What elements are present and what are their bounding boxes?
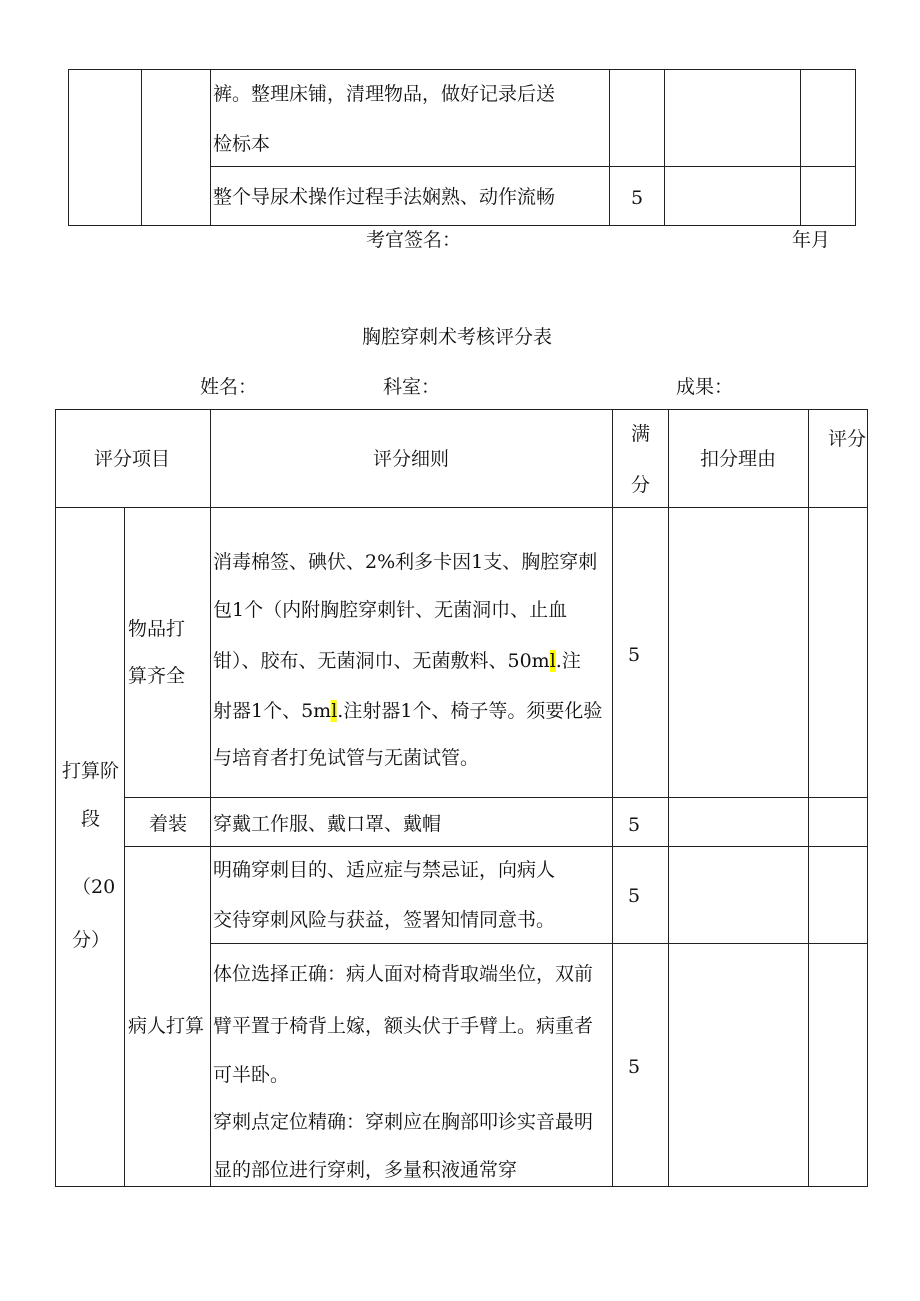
row1-detail-5: 与培育者打免试管与无菌试管。: [213, 747, 480, 769]
row2-sub: 着装: [149, 813, 188, 835]
row4-score: 5: [628, 1056, 641, 1078]
highlight-mark: l: [549, 650, 556, 672]
row1-sub-2: 算齐全: [128, 665, 186, 687]
row3-score: 5: [628, 885, 641, 907]
row3-detail-1: 明确穿刺目的、适应症与禁忌证，向病人: [213, 859, 556, 881]
row1-sub-1: 物品打: [128, 618, 186, 640]
name-label: 姓名：: [200, 376, 258, 398]
stage-label-2: 段: [81, 808, 101, 830]
row4-sub: 病人打算: [128, 1015, 205, 1037]
row1-detail-3: 钳）、胶布、无菌洞巾、无菌敷料、50ml.注: [213, 650, 581, 672]
row4-detail-4: 穿刺点定位精确：穿刺应在胸部叩诊实音最明: [213, 1111, 594, 1133]
header-full-score-1: 满: [631, 423, 651, 445]
highlight-mark: l: [331, 700, 338, 722]
department-label: 科室：: [383, 376, 441, 398]
row2-score: 5: [628, 814, 641, 836]
top-row2-score: 5: [631, 187, 644, 209]
date-label: 年月: [792, 229, 831, 251]
row1-score: 5: [628, 644, 641, 666]
row1-detail-1: 消毒棉签、碘伏、2%利多卡因1支、胸腔穿刺: [213, 551, 598, 573]
header-detail: 评分细则: [373, 448, 450, 470]
top-row2-text: 整个导尿术操作过程手法娴熟、动作流畅: [213, 186, 556, 208]
row4-detail-2: 臂平置于椅背上嫁，额头伏于手臂上。病重者: [213, 1015, 594, 1037]
row1-detail-4: 射器1个、5ml.注射器1个、椅子等。须要化验: [213, 700, 603, 722]
header-item: 评分项目: [94, 448, 171, 470]
header-deduct-reason: 扣分理由: [700, 448, 777, 470]
top-row1-line1: 裤。整理床铺，清理物品，做好记录后送: [213, 83, 556, 105]
top-row1-line2: 检标本: [213, 133, 271, 155]
header-full-score-2: 分: [631, 474, 651, 496]
row1-detail-2: 包1个（内附胸腔穿刺针、无菌洞巾、止血: [213, 599, 568, 621]
header-score: 评分: [828, 428, 867, 450]
stage-label-1: 打算阶: [62, 760, 120, 782]
row4-detail-3: 可半卧。: [213, 1064, 290, 1086]
row4-detail-5: 显的部位进行穿刺，多量积液通常穿: [213, 1159, 518, 1181]
row3-detail-2: 交待穿刺风险与获益，签署知情同意书。: [213, 909, 556, 931]
page-title: 胸腔穿刺术考核评分表: [362, 326, 553, 348]
stage-label-4: 分）: [72, 929, 111, 951]
stage-label-3: （20: [72, 876, 116, 898]
row4-detail-1: 体位选择正确：病人面对椅背取端坐位，双前: [213, 963, 594, 985]
result-label: 成果：: [676, 376, 734, 398]
row2-detail: 穿戴工作服、戴口罩、戴帽: [213, 813, 442, 835]
examiner-signature-label: 考官签名：: [366, 229, 462, 251]
